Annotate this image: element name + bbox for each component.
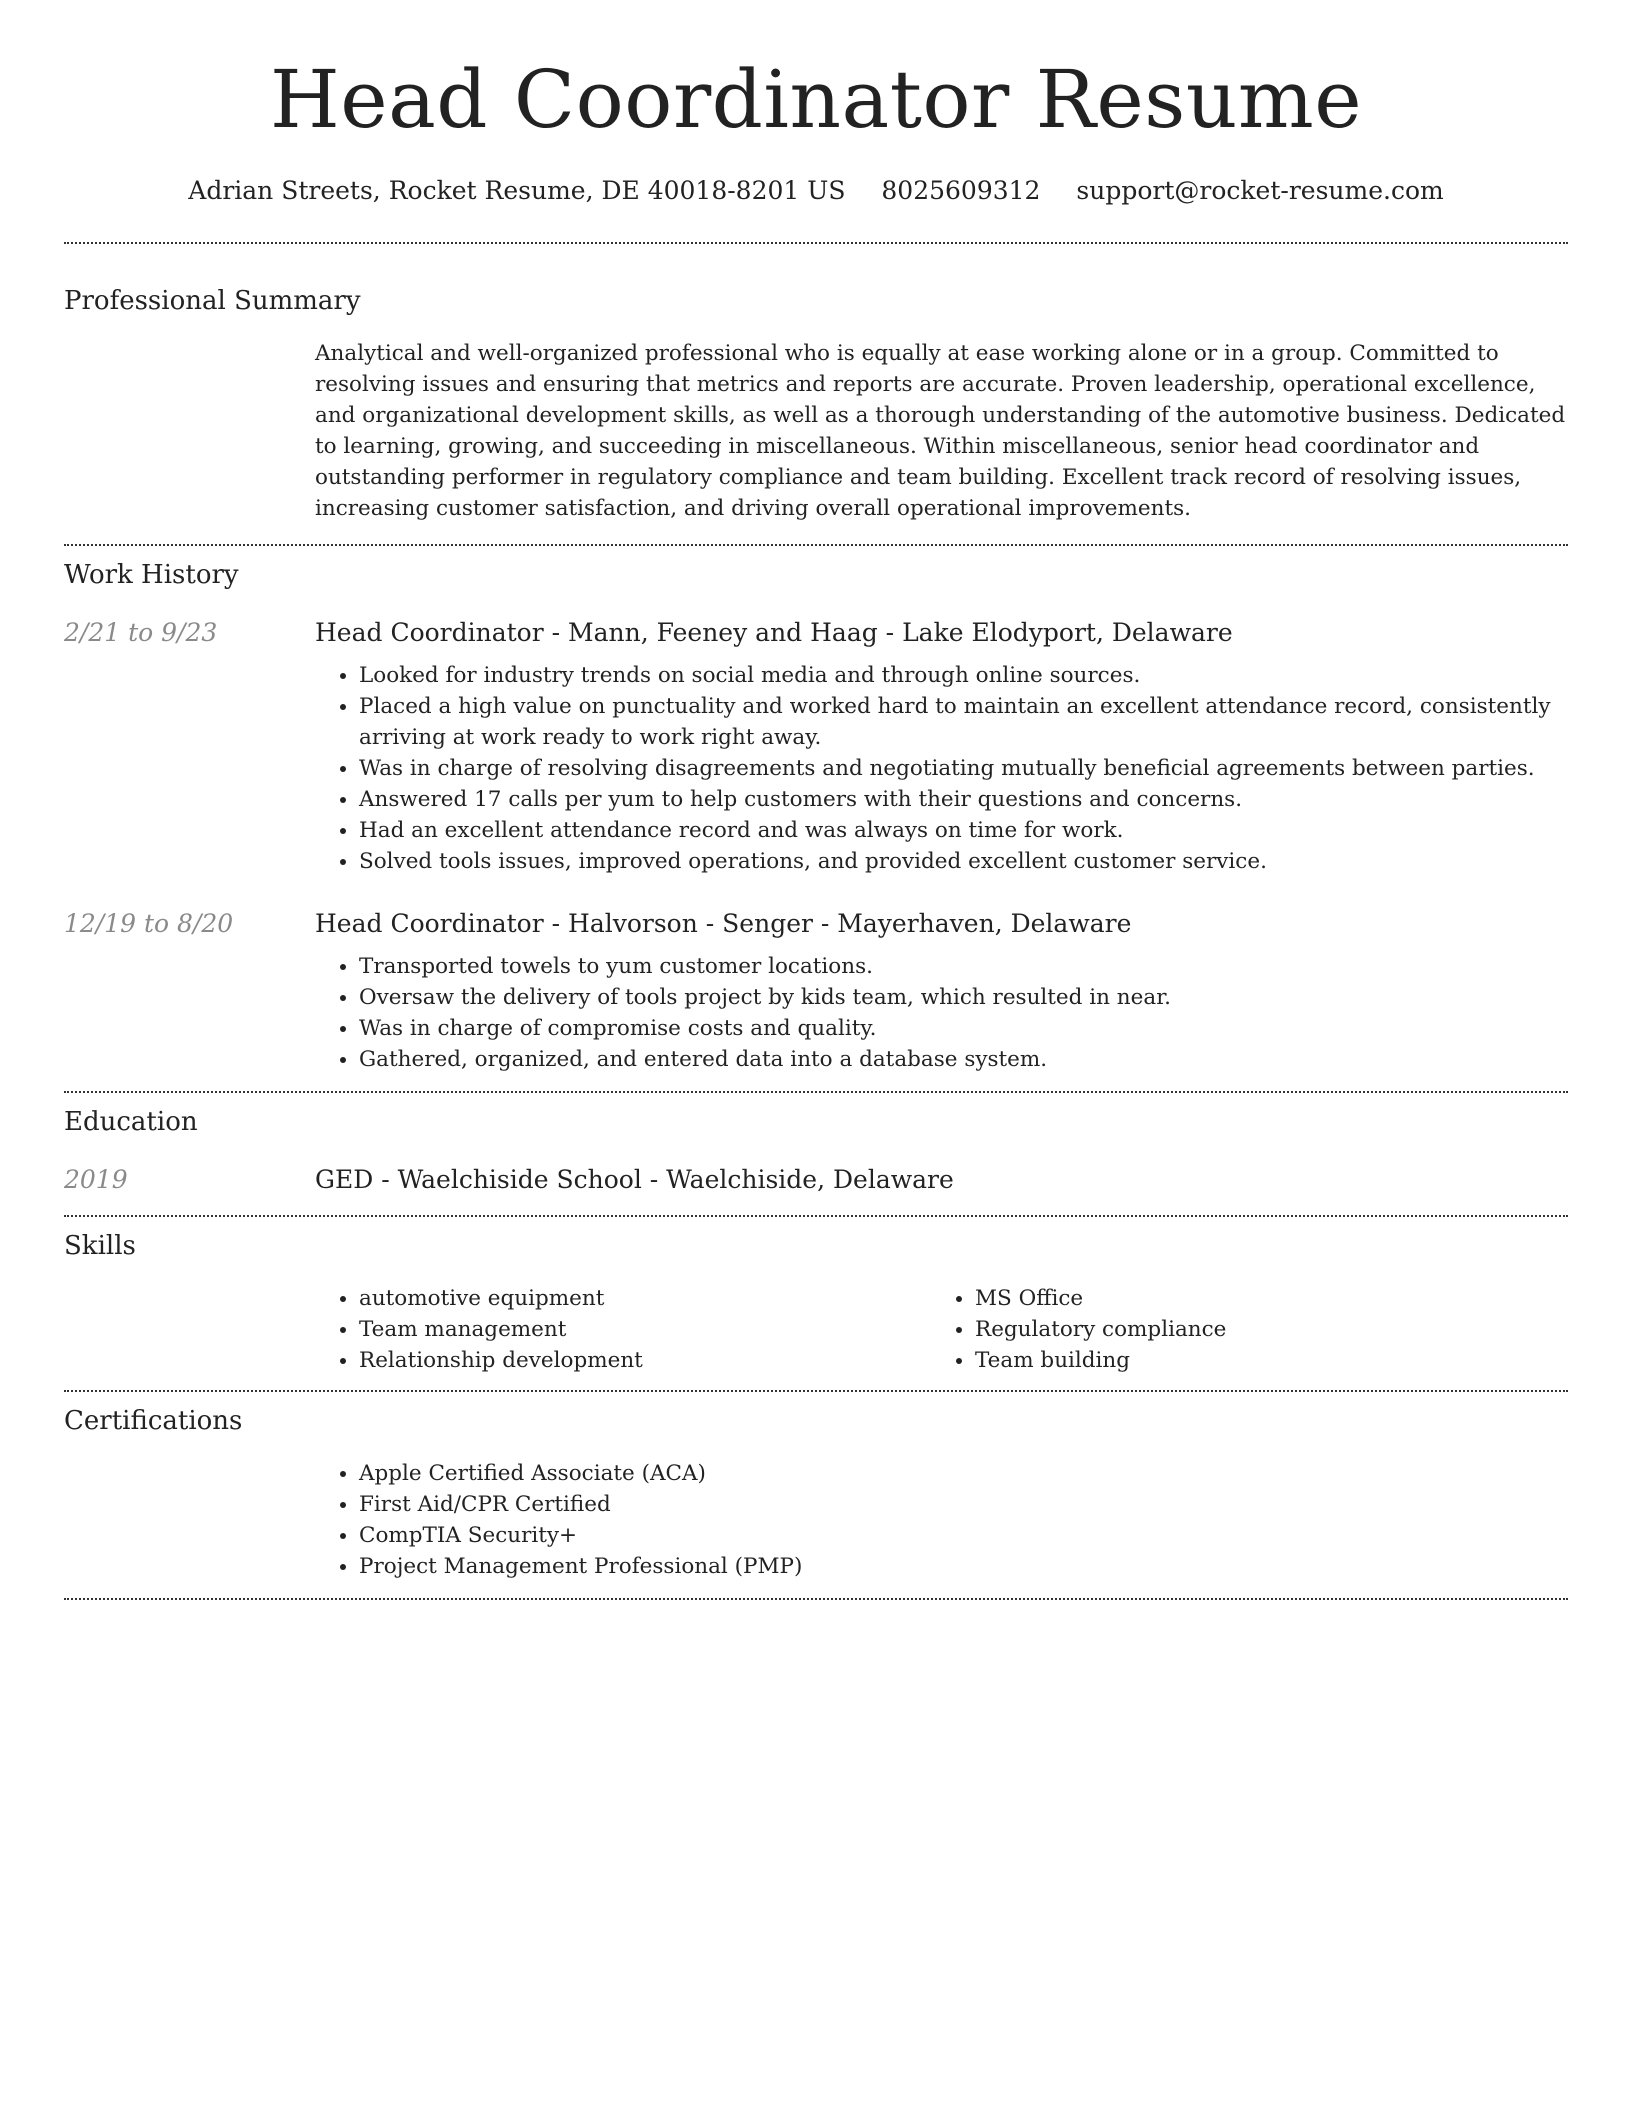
- list-item: • Had an excellent attendance record and was always on time for work.: [359, 815, 1568, 846]
- list-item: • Transported towels to yum customer locations.: [359, 951, 1568, 982]
- divider: [64, 1598, 1568, 1600]
- education-section: [64, 1105, 1568, 1197]
- list-item: • Regulatory compliance: [975, 1314, 1547, 1345]
- summary-heading: Professional Summary: [64, 286, 361, 316]
- job-entry: [64, 616, 1568, 877]
- divider: [64, 242, 1568, 244]
- list-item: • Was in charge of resolving disagreements and negotiating mutually beneficial agreements between parties.: [359, 753, 1568, 784]
- list-item: • Apple Certified Associate (ACA): [359, 1458, 1568, 1489]
- skills-list-left: [315, 1283, 931, 1376]
- contact-line: [64, 174, 1568, 208]
- summary-section: [64, 284, 1568, 524]
- job-title: Head Coordinator - Halvorson - Senger - Mayerhaven, Delaware: [315, 909, 1132, 938]
- skills-list-right: [931, 1283, 1547, 1376]
- job-bullets: [315, 951, 1568, 1075]
- job-bullets: [315, 660, 1568, 877]
- list-item: • automotive equipment: [359, 1283, 931, 1314]
- resume-page: [64, 0, 1568, 1600]
- list-item: • Answered 17 calls per yum to help customers with their questions and concerns.: [359, 784, 1568, 815]
- list-item: • First Aid/CPR Certified: [359, 1489, 1568, 1520]
- divider: [64, 1215, 1568, 1217]
- work-history-heading: Work History: [64, 560, 239, 590]
- contact-phone: 8025609312: [881, 176, 1041, 205]
- certifications-heading: Certifications: [64, 1406, 243, 1436]
- certifications-section: [64, 1404, 1568, 1582]
- list-item: • Project Management Professional (PMP): [359, 1551, 1568, 1582]
- list-item: • Solved tools issues, improved operations, and provided excellent customer service.: [359, 846, 1568, 877]
- job-dates: 2/21 to 9/23: [64, 618, 218, 647]
- education-heading: Education: [64, 1107, 198, 1137]
- job-dates: 12/19 to 8/20: [64, 909, 234, 938]
- contact-email: support@rocket-resume.com: [1076, 176, 1444, 205]
- list-item: • Relationship development: [359, 1345, 931, 1376]
- certifications-list: [315, 1458, 1568, 1582]
- summary-text: Analytical and well-organized professional who is equally at ease working alone or in a group. Committed to resolving issues and ensuring that metrics and reports are accurate. Proven leadership, operational excellence, and organizational development skills, as well as a thorough understanding of the automotive business. Dedicated to learning, growing, and succeeding in miscellaneous. Within miscellaneous, senior head coordinator and outstanding performer in regulatory compliance and team building. Excellent track record of resolving issues, increasing customer satisfaction, and driving overall operational improvements.: [315, 341, 1566, 521]
- skills-heading: Skills: [64, 1231, 136, 1261]
- contact-address: Adrian Streets, Rocket Resume, DE 40018-8201 US: [188, 176, 846, 205]
- list-item: • MS Office: [975, 1283, 1547, 1314]
- list-item: • Gathered, organized, and entered data into a database system.: [359, 1044, 1568, 1075]
- education-date: 2019: [64, 1165, 128, 1194]
- list-item: • Team building: [975, 1345, 1547, 1376]
- list-item: • Oversaw the delivery of tools project by kids team, which resulted in near.: [359, 982, 1568, 1013]
- skills-grid: [315, 1283, 1568, 1376]
- list-item: • Placed a high value on punctuality and worked hard to maintain an excellent attendance record, consistently arriving at work ready to work right away.: [359, 691, 1568, 753]
- list-item: • Looked for industry trends on social media and through online sources.: [359, 660, 1568, 691]
- divider: [64, 1091, 1568, 1093]
- job-entry: [64, 907, 1568, 1075]
- resume-title: Head Coordinator Resume: [269, 53, 1363, 146]
- work-history-section: [64, 558, 1568, 1075]
- education-degree: GED - Waelchiside School - Waelchiside, Delaware: [315, 1165, 954, 1194]
- list-item: • CompTIA Security+: [359, 1520, 1568, 1551]
- list-item: • Team management: [359, 1314, 931, 1345]
- skills-section: [64, 1229, 1568, 1376]
- list-item: • Was in charge of compromise costs and quality.: [359, 1013, 1568, 1044]
- divider: [64, 1390, 1568, 1392]
- job-title: Head Coordinator - Mann, Feeney and Haag - Lake Elodyport, Delaware: [315, 618, 1233, 647]
- education-entry: [64, 1163, 1568, 1197]
- divider: [64, 544, 1568, 546]
